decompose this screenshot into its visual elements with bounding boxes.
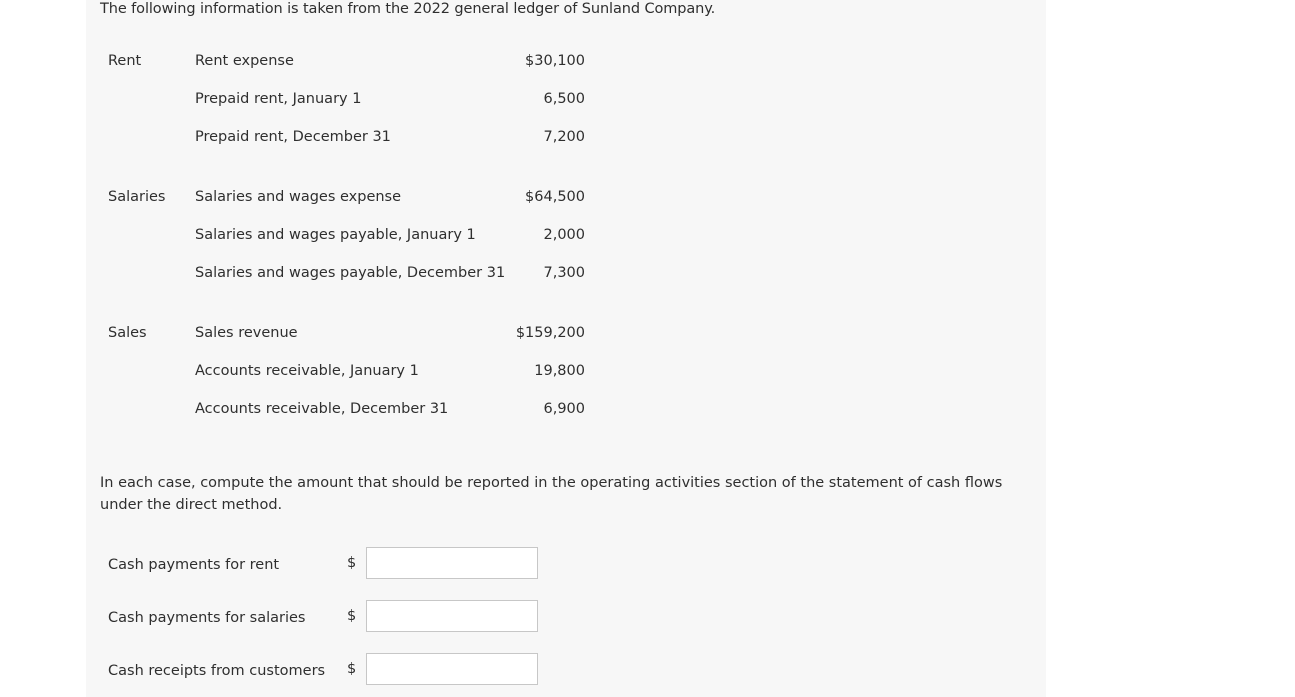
answer-label-salaries: Cash payments for salaries (108, 610, 306, 626)
currency-symbol: $ (347, 555, 357, 571)
currency-symbol: $ (347, 608, 357, 624)
row-amount: $159,200 (515, 325, 585, 341)
row-amount: $64,500 (525, 189, 585, 205)
answer-label-rent: Cash payments for rent (108, 557, 280, 573)
row-description: Accounts receivable, January 1 (195, 363, 419, 379)
row-description: Prepaid rent, December 31 (195, 129, 391, 145)
row-amount: 19,800 (534, 363, 585, 379)
row-amount: 6,900 (543, 401, 585, 417)
row-description: Accounts receivable, December 31 (195, 401, 449, 417)
group-label-sales: Sales (108, 325, 147, 341)
group-label-rent: Rent (108, 53, 142, 69)
row-description: Salaries and wages payable, December 31 (195, 265, 506, 281)
cash-receipts-customers-input[interactable] (366, 653, 538, 685)
row-description: Salaries and wages expense (195, 189, 402, 205)
row-description: Rent expense (195, 53, 294, 69)
row-description: Prepaid rent, January 1 (195, 91, 362, 107)
instruction-text: In each case, compute the amount that should be reported in the operating activities section of the statement of cash flows under the direct method. (100, 475, 1003, 513)
row-amount: 7,300 (543, 265, 585, 281)
row-amount: $30,100 (525, 53, 585, 69)
answer-label-customers: Cash receipts from customers (108, 663, 326, 679)
group-label-salaries: Salaries (108, 189, 166, 205)
cash-payments-salaries-input[interactable] (366, 600, 538, 632)
currency-symbol: $ (347, 661, 357, 677)
row-amount: 6,500 (543, 91, 585, 107)
row-amount: 2,000 (543, 227, 585, 243)
intro-text: The following information is taken from the 2022 general ledger of Sunland Company. (100, 1, 716, 17)
row-description: Salaries and wages payable, January 1 (195, 227, 476, 243)
row-amount: 7,200 (543, 129, 585, 145)
row-description: Sales revenue (195, 325, 298, 341)
cash-payments-rent-input[interactable] (366, 547, 538, 579)
